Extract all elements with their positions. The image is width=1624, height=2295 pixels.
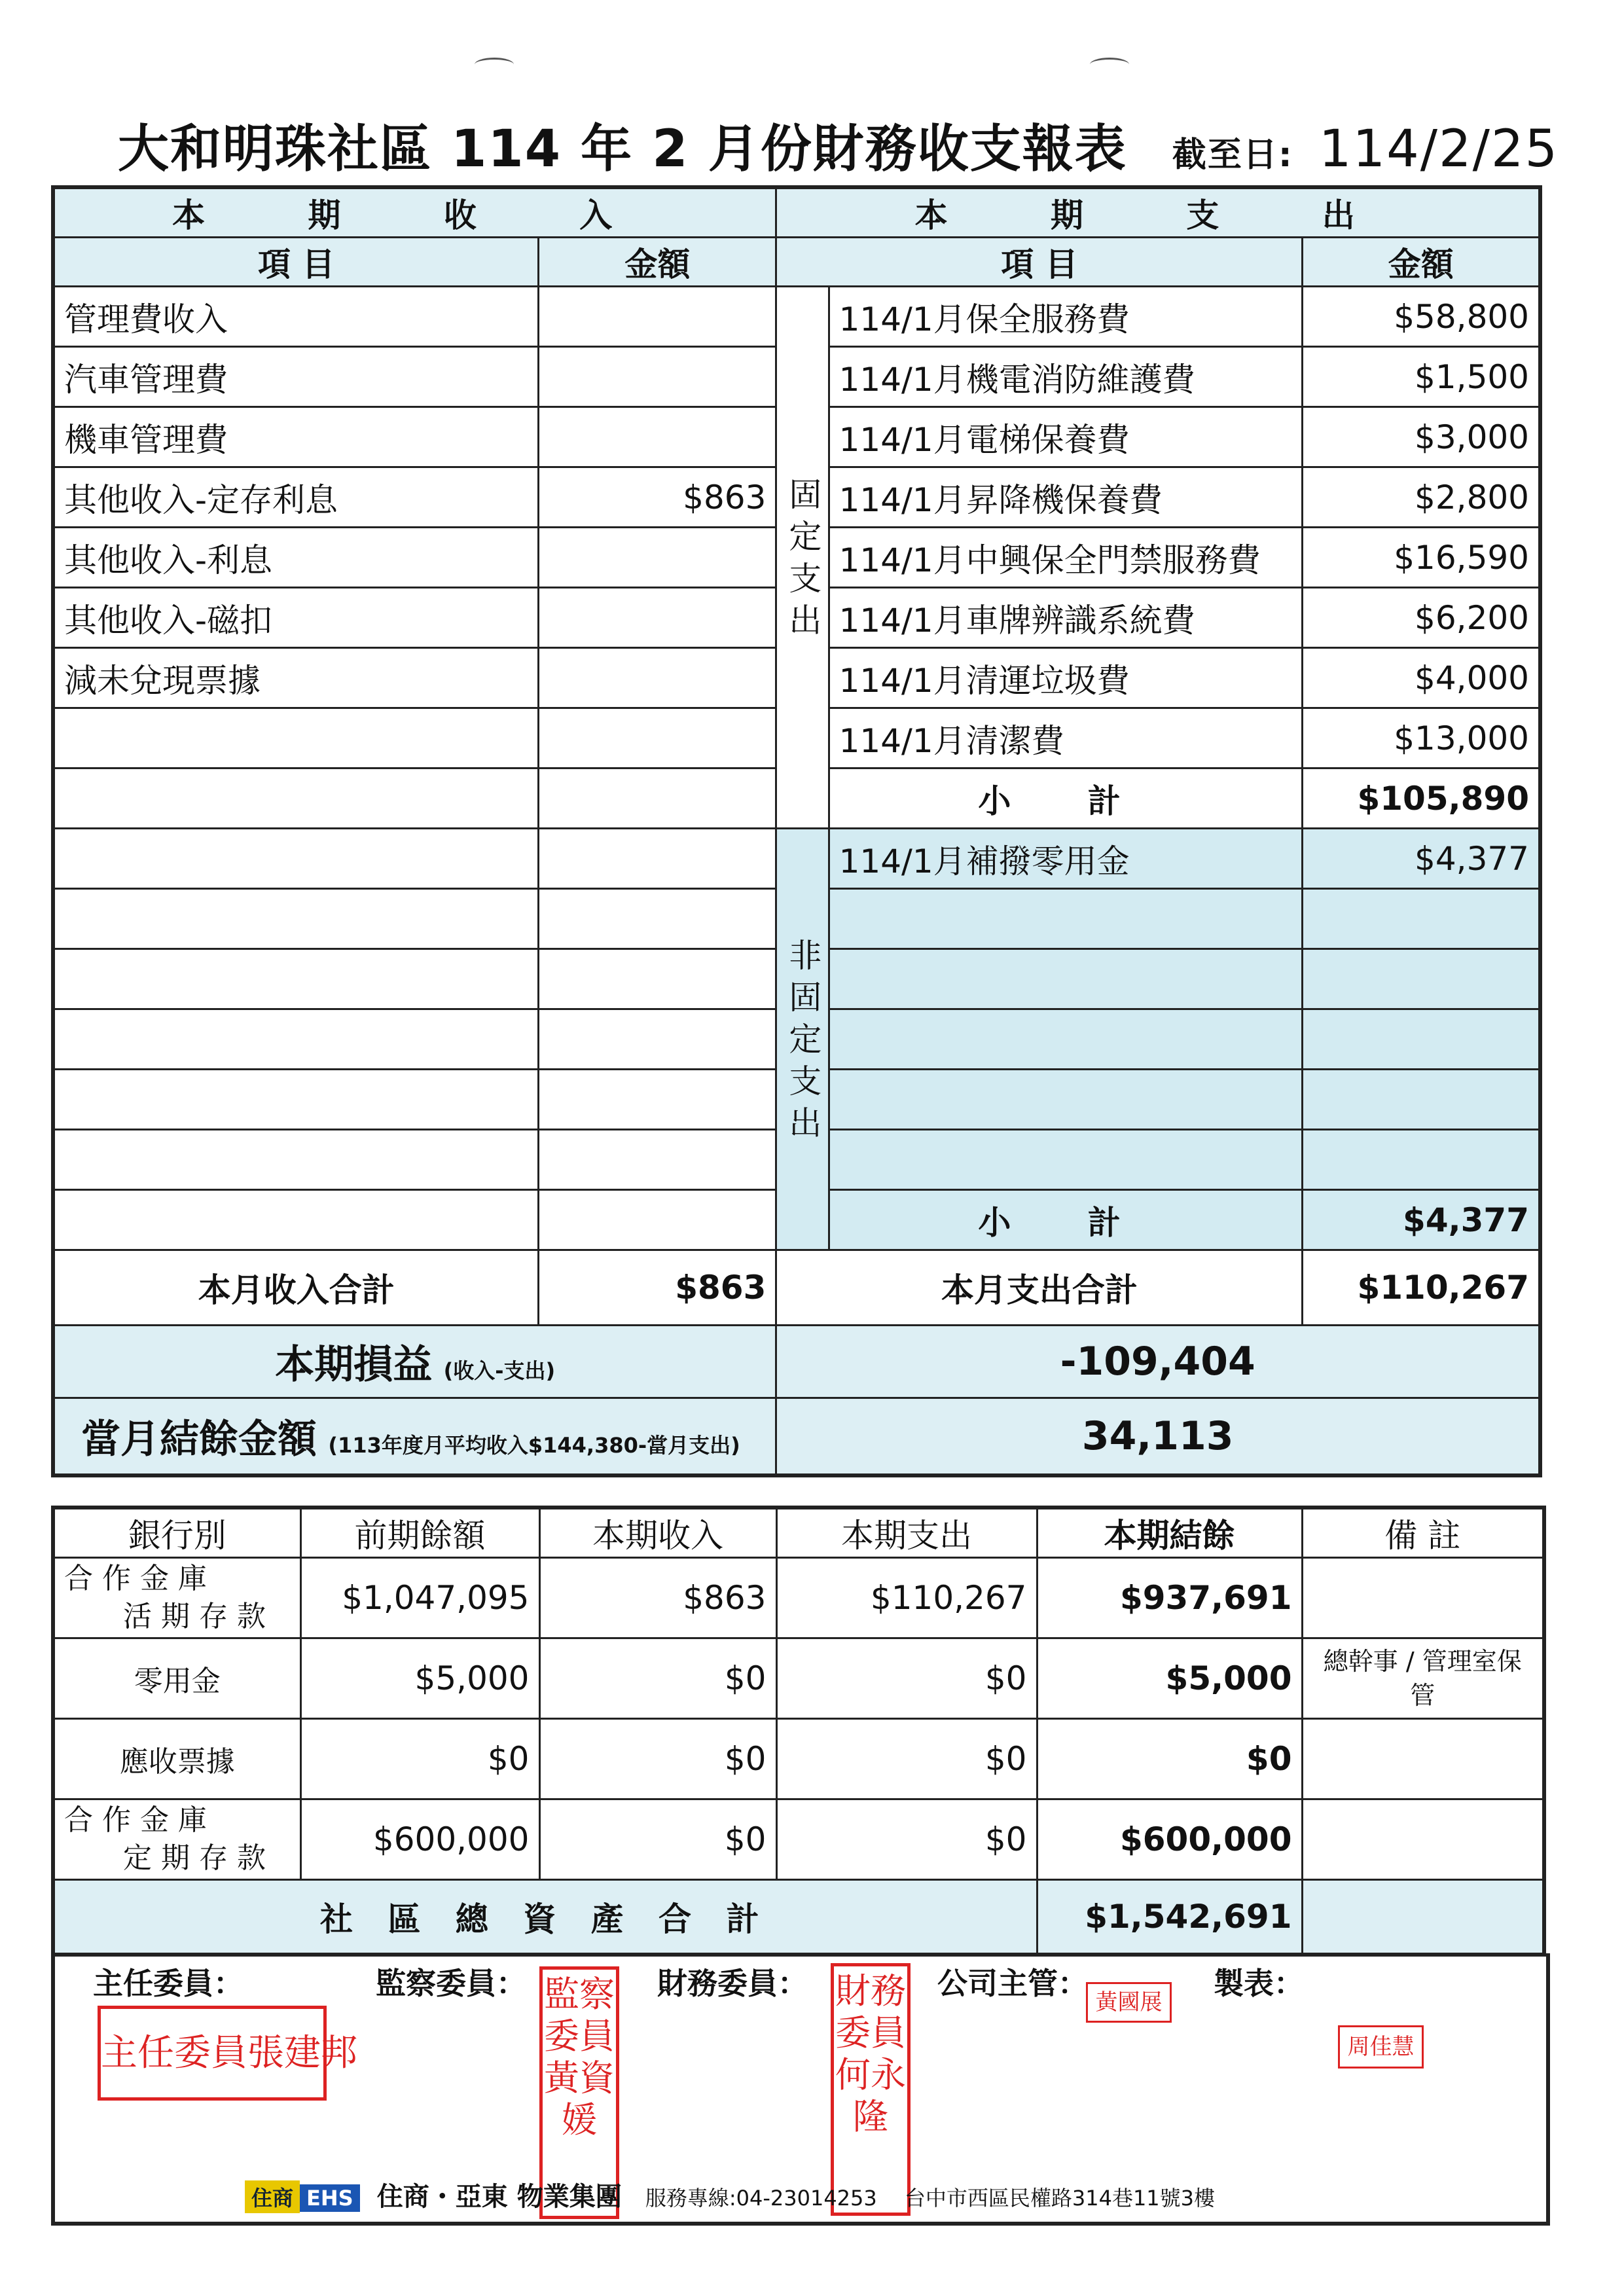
bank-balance: $937,691 bbox=[1037, 1558, 1302, 1638]
balance-value: 34,113 bbox=[776, 1398, 1540, 1476]
punch-hole-mark bbox=[1090, 58, 1129, 71]
punch-hole-mark bbox=[475, 58, 514, 71]
income-amount-empty bbox=[539, 1070, 776, 1130]
preparer-seal-stamp: 周佳慧 bbox=[1338, 2025, 1424, 2069]
bank-remark bbox=[1302, 1558, 1544, 1638]
income-amount-empty bbox=[539, 829, 776, 889]
manager-label: 公司主管： bbox=[937, 1966, 1088, 2001]
bank-name bbox=[53, 1799, 300, 1880]
bank-remark bbox=[1302, 1799, 1544, 1880]
expense-amount-empty bbox=[1303, 1009, 1540, 1070]
income-item-name: 其他收入-磁扣 bbox=[53, 588, 539, 648]
bank-name-line2: 活 期 存 款 bbox=[123, 1600, 266, 1633]
expense-item-amount: $2,800 bbox=[1303, 467, 1540, 528]
nonfixed-subtotal-label: 小 計 bbox=[829, 1190, 1303, 1250]
company-logo-b: EHS bbox=[300, 2184, 360, 2212]
bank-remark: 總幹事 / 管理室保管 bbox=[1302, 1638, 1544, 1719]
bank-prev: $0 bbox=[300, 1719, 539, 1799]
bank-prev: $5,000 bbox=[300, 1638, 539, 1719]
asset-total-label: 社 區 總 資 產 合 計 bbox=[53, 1880, 1037, 1955]
expense-item-empty bbox=[829, 889, 1303, 949]
income-item-empty bbox=[53, 1190, 539, 1250]
expense-col-item: 項 目 bbox=[776, 238, 1303, 287]
expense-header: 本 期 支 出 bbox=[776, 187, 1540, 238]
signature-section bbox=[51, 1953, 1550, 2226]
expense-item-name: 114/1月保全服務費 bbox=[829, 287, 1303, 347]
expense-amount-empty bbox=[1303, 889, 1540, 949]
income-item-amount bbox=[539, 407, 776, 467]
report-title bbox=[118, 108, 1559, 181]
bank-col-header: 本期收入 bbox=[539, 1508, 776, 1558]
bank-income: $863 bbox=[539, 1558, 776, 1638]
income-item-name: 其他收入-定存利息 bbox=[53, 467, 539, 528]
expense-item-amount: $16,590 bbox=[1303, 528, 1540, 588]
bank-col-header: 備 註 bbox=[1302, 1508, 1544, 1558]
bank-expense: $110,267 bbox=[776, 1558, 1037, 1638]
company-name: 住商・亞東 物業集團 bbox=[376, 2182, 622, 2212]
income-item-name: 管理費收入 bbox=[53, 287, 539, 347]
chair-label: 主任委員： bbox=[93, 1966, 244, 2001]
bank-expense: $0 bbox=[776, 1719, 1037, 1799]
company-address: 台中市西區民權路314巷11號3樓 bbox=[904, 2186, 1216, 2211]
title-text: 大和明珠社區 114 年 2 月份財務收支報表 bbox=[118, 120, 1127, 179]
bank-col-header: 本期結餘 bbox=[1037, 1508, 1302, 1558]
nonfixed-expense-label: 非固定支出 bbox=[776, 829, 829, 1250]
income-amount-empty bbox=[539, 768, 776, 829]
bank-balance-table bbox=[51, 1506, 1546, 1957]
income-item-name: 其他收入-利息 bbox=[53, 528, 539, 588]
income-item-empty bbox=[53, 889, 539, 949]
income-amount-empty bbox=[539, 949, 776, 1009]
preparer-label: 製表： bbox=[1214, 1966, 1304, 2001]
nonfixed-subtotal-value: $4,377 bbox=[1303, 1190, 1540, 1250]
expense-total-label: 本月支出合計 bbox=[776, 1250, 1303, 1326]
finance-label: 財務委員： bbox=[657, 1966, 808, 2001]
bank-prev: $600,000 bbox=[300, 1799, 539, 1880]
fixed-subtotal-value: $105,890 bbox=[1303, 768, 1540, 829]
bank-name-line1: 合 作 金 庫 bbox=[64, 1803, 207, 1837]
income-total-label: 本月收入合計 bbox=[53, 1250, 539, 1326]
income-item-amount bbox=[539, 648, 776, 708]
expense-amount-empty bbox=[1303, 949, 1540, 1009]
supervisor-seal-stamp: 監察委員黃資媛 bbox=[539, 1966, 619, 2219]
expense-item-amount: $13,000 bbox=[1303, 708, 1540, 768]
bank-name-line1: 合 作 金 庫 bbox=[64, 1562, 207, 1595]
bank-col-header: 本期支出 bbox=[776, 1508, 1037, 1558]
expense-item-name: 114/1月清運垃圾費 bbox=[829, 648, 1303, 708]
income-total-value: $863 bbox=[539, 1250, 776, 1326]
as-of-date: 114/2/25 bbox=[1318, 120, 1559, 179]
expense-item-name: 114/1月中興保全門禁服務費 bbox=[829, 528, 1303, 588]
income-col-item: 項 目 bbox=[53, 238, 539, 287]
income-item-name: 機車管理費 bbox=[53, 407, 539, 467]
income-item-empty bbox=[53, 708, 539, 768]
income-item-empty bbox=[53, 1070, 539, 1130]
bank-remark bbox=[1302, 1719, 1544, 1799]
income-amount-empty bbox=[539, 708, 776, 768]
bank-col-header: 前期餘額 bbox=[300, 1508, 539, 1558]
expense-item-name: 114/1月清潔費 bbox=[829, 708, 1303, 768]
bank-name bbox=[53, 1558, 300, 1638]
fixed-expense-label: 固定支出 bbox=[776, 287, 829, 829]
income-item-empty bbox=[53, 949, 539, 1009]
balance-title: 當月結餘金額 bbox=[81, 1417, 317, 1462]
bank-prev: $1,047,095 bbox=[300, 1558, 539, 1638]
expense-item-name: 114/1月昇降機保養費 bbox=[829, 467, 1303, 528]
bank-expense: $0 bbox=[776, 1638, 1037, 1719]
income-item-empty bbox=[53, 829, 539, 889]
income-item-amount bbox=[539, 347, 776, 407]
expense-item-amount: $6,200 bbox=[1303, 588, 1540, 648]
profit-loss-label bbox=[53, 1326, 776, 1398]
bank-income: $0 bbox=[539, 1719, 776, 1799]
manager-seal-stamp: 黃國展 bbox=[1086, 1982, 1172, 2023]
income-item-empty bbox=[53, 1009, 539, 1070]
income-item-amount: $863 bbox=[539, 467, 776, 528]
income-amount-empty bbox=[539, 1130, 776, 1190]
profit-loss-note: (收入-支出) bbox=[443, 1358, 556, 1383]
bank-expense: $0 bbox=[776, 1799, 1037, 1880]
expense-item-name: 114/1月電梯保養費 bbox=[829, 407, 1303, 467]
income-item-amount bbox=[539, 528, 776, 588]
expense-item-empty bbox=[829, 1130, 1303, 1190]
income-item-empty bbox=[53, 768, 539, 829]
income-item-name: 減未兌現票據 bbox=[53, 648, 539, 708]
income-item-amount bbox=[539, 588, 776, 648]
as-of-label: 截至日: bbox=[1172, 136, 1293, 175]
expense-item-amount: $4,000 bbox=[1303, 648, 1540, 708]
bank-income: $0 bbox=[539, 1638, 776, 1719]
expense-item-name: 114/1月車牌辨識系統費 bbox=[829, 588, 1303, 648]
asset-total-value: $1,542,691 bbox=[1037, 1880, 1302, 1955]
expense-item-amount: $3,000 bbox=[1303, 407, 1540, 467]
expense-item-amount: $58,800 bbox=[1303, 287, 1540, 347]
expense-item-name: 114/1月補撥零用金 bbox=[829, 829, 1303, 889]
finance-seal-stamp: 財務委員何永隆 bbox=[831, 1963, 911, 2216]
expense-amount-empty bbox=[1303, 1070, 1540, 1130]
expense-amount-empty bbox=[1303, 1130, 1540, 1190]
bank-income: $0 bbox=[539, 1799, 776, 1880]
bank-balance: $5,000 bbox=[1037, 1638, 1302, 1719]
bank-col-header: 銀行別 bbox=[53, 1508, 300, 1558]
expense-item-amount: $1,500 bbox=[1303, 347, 1540, 407]
bank-name: 零用金 bbox=[53, 1638, 300, 1719]
income-expense-table bbox=[51, 185, 1542, 1477]
expense-col-amount: 金額 bbox=[1303, 238, 1540, 287]
chair-seal-stamp: 主任委員張建邦 bbox=[98, 2006, 327, 2101]
company-logo-a: 住商 bbox=[245, 2180, 300, 2213]
expense-item-name: 114/1月機電消防維護費 bbox=[829, 347, 1303, 407]
bank-name: 應收票據 bbox=[53, 1719, 300, 1799]
balance-note: (113年度月平均收入$144,380-當月支出) bbox=[328, 1433, 740, 1458]
income-col-amount: 金額 bbox=[539, 238, 776, 287]
expense-item-amount: $4,377 bbox=[1303, 829, 1540, 889]
bank-name-line2: 定 期 存 款 bbox=[123, 1841, 266, 1875]
income-amount-empty bbox=[539, 1190, 776, 1250]
income-header: 本 期 收 入 bbox=[53, 187, 776, 238]
balance-label bbox=[53, 1398, 776, 1476]
income-amount-empty bbox=[539, 889, 776, 949]
profit-loss-value: -109,404 bbox=[776, 1326, 1540, 1398]
expense-item-empty bbox=[829, 949, 1303, 1009]
service-hotline: 服務專線:04-23014253 bbox=[645, 2186, 877, 2211]
fixed-subtotal-label: 小 計 bbox=[829, 768, 1303, 829]
asset-total-remark bbox=[1302, 1880, 1544, 1955]
income-amount-empty bbox=[539, 1009, 776, 1070]
supervisor-label: 監察委員： bbox=[376, 1966, 526, 2001]
footer-bar bbox=[245, 2176, 1215, 2213]
profit-loss-title: 本期損益 bbox=[275, 1342, 433, 1388]
bank-balance: $0 bbox=[1037, 1719, 1302, 1799]
bank-balance: $600,000 bbox=[1037, 1799, 1302, 1880]
income-item-amount bbox=[539, 287, 776, 347]
expense-total-value: $110,267 bbox=[1303, 1250, 1540, 1326]
income-item-name: 汽車管理費 bbox=[53, 347, 539, 407]
expense-item-empty bbox=[829, 1070, 1303, 1130]
expense-item-empty bbox=[829, 1009, 1303, 1070]
income-item-empty bbox=[53, 1130, 539, 1190]
